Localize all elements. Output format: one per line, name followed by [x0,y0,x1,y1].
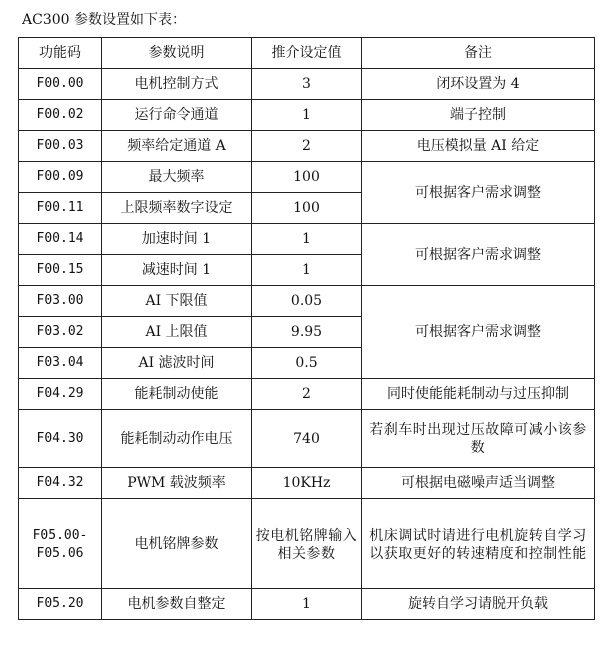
cell-code: F00.11 [19,193,102,224]
cell-value: 2 [252,379,362,410]
table-row [19,69,595,100]
cell-value: 100 [252,162,362,193]
cell-code: F03.00 [19,286,102,317]
page-title: AC300 参数设置如下表： [22,12,186,28]
cell-note: 电压模拟量 AI 给定 [362,131,595,162]
cell-code: F03.02 [19,317,102,348]
cell-code: F05.00-F05.06 [19,499,102,589]
cell-note: 机床调试时请进行电机旋转自学习以获取更好的转速精度和控制性能 [362,499,595,589]
header-recommended-value: 推介设定值 [252,38,362,69]
cell-code: F05.20 [19,589,102,620]
cell-code: F04.30 [19,410,102,468]
cell-code: F00.09 [19,162,102,193]
cell-value: 3 [252,69,362,100]
cell-code: F04.29 [19,379,102,410]
cell-value: 0.05 [252,286,362,317]
cell-value: 1 [252,100,362,131]
header-description: 参数说明 [102,38,252,69]
cell-code: F00.03 [19,131,102,162]
table-row [19,286,595,317]
cell-value: 1 [252,255,362,286]
table-row [19,224,595,255]
table-header-row [19,38,595,69]
cell-description: AI 下限值 [102,286,252,317]
cell-code: F00.15 [19,255,102,286]
parameter-table [18,37,595,620]
cell-value: 1 [252,224,362,255]
cell-code: F00.14 [19,224,102,255]
cell-value: 按电机铭牌输入相关参数 [252,499,362,589]
cell-description: 减速时间 1 [102,255,252,286]
cell-code: F00.00 [19,69,102,100]
cell-value: 2 [252,131,362,162]
cell-code: F00.02 [19,100,102,131]
cell-value: 740 [252,410,362,468]
cell-note: 可根据客户需求调整 [362,224,595,286]
cell-description: 能耗制动使能 [102,379,252,410]
table-row [19,162,595,193]
table-row [19,499,595,589]
cell-description: 上限频率数字设定 [102,193,252,224]
cell-description: 运行命令通道 [102,100,252,131]
cell-description: AI 滤波时间 [102,348,252,379]
cell-note: 端子控制 [362,100,595,131]
cell-description: 频率给定通道 A [102,131,252,162]
cell-description: 最大频率 [102,162,252,193]
cell-note: 可根据电磁噪声适当调整 [362,468,595,499]
cell-description: 能耗制动动作电压 [102,410,252,468]
cell-description: AI 上限值 [102,317,252,348]
cell-note: 旋转自学习请脱开负载 [362,589,595,620]
cell-note: 若刹车时出现过压故障可减小该参数 [362,410,595,468]
cell-code: F04.32 [19,468,102,499]
cell-note: 可根据客户需求调整 [362,162,595,224]
header-note: 备注 [362,38,595,69]
cell-description: 加速时间 1 [102,224,252,255]
cell-code: F03.04 [19,348,102,379]
cell-note: 同时使能能耗制动与过压抑制 [362,379,595,410]
cell-description: 电机控制方式 [102,69,252,100]
table-row [19,131,595,162]
cell-value: 9.95 [252,317,362,348]
table-row [19,468,595,499]
cell-value: 100 [252,193,362,224]
table-row [19,379,595,410]
table-row [19,410,595,468]
cell-value: 1 [252,589,362,620]
cell-note: 闭环设置为 4 [362,69,595,100]
cell-description: PWM 载波频率 [102,468,252,499]
cell-description: 电机参数自整定 [102,589,252,620]
cell-note: 可根据客户需求调整 [362,286,595,379]
table-row [19,100,595,131]
cell-description: 电机铭牌参数 [102,499,252,589]
cell-value: 10KHz [252,468,362,499]
cell-value: 0.5 [252,348,362,379]
table-row [19,589,595,620]
header-code: 功能码 [19,38,102,69]
